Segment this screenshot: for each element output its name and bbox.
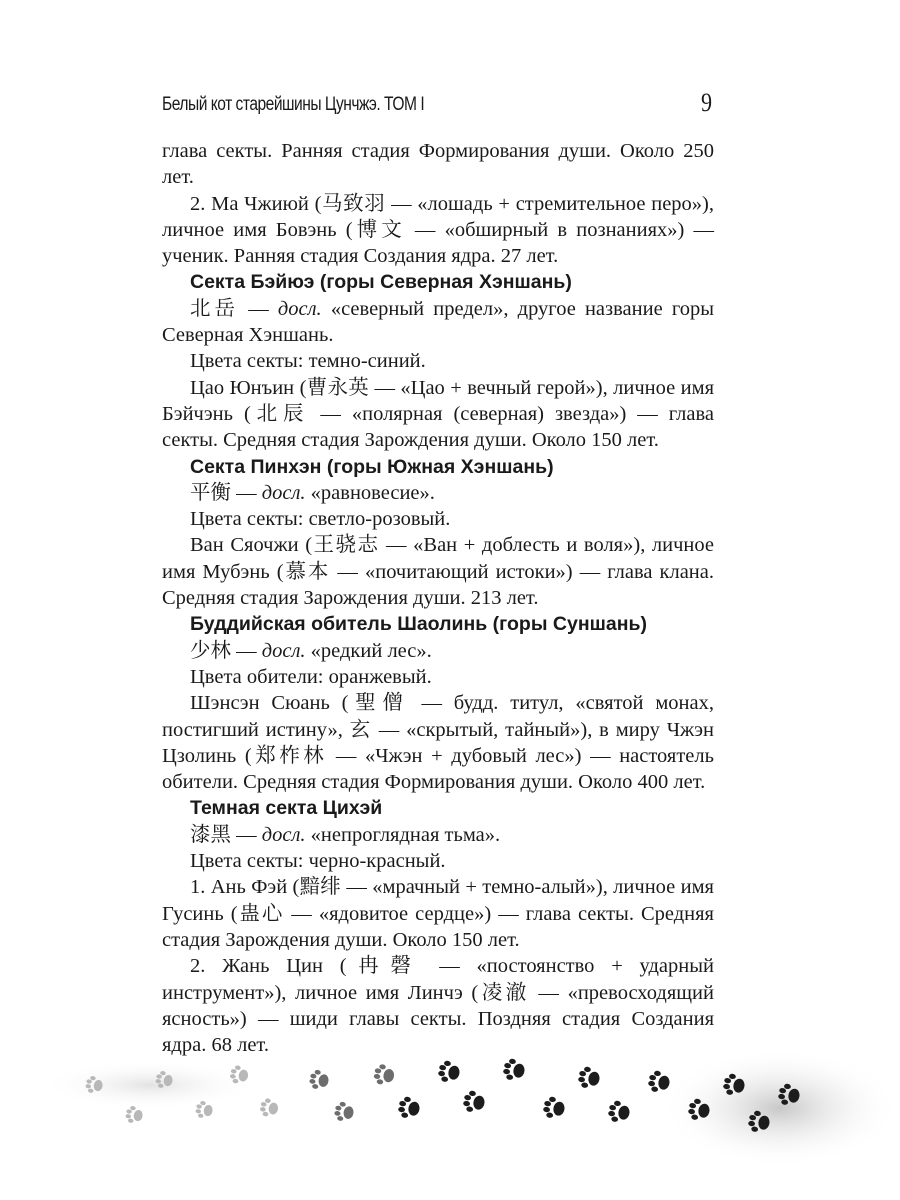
page-header (162, 88, 712, 128)
paragraph: Цвета обители: оранжевый. (190, 665, 432, 688)
paragraph-text: «северный предел», другое название горы Северная Хэншань. (162, 297, 714, 347)
abbreviation: досл. (277, 297, 322, 320)
paragraph: 2. Ма Чжиюй (马致羽 — «лошадь + стремительное перо»), личное имя Бовэнь (博文 — «обширный в познаниях») — ученик. Ранняя стадия Создания ядра. 27 лет. (162, 192, 714, 268)
running-head: Белый кот старейшины Цунчжэ. ТОМ I (162, 94, 425, 115)
hanzi-term: 平衡 — (190, 481, 262, 504)
ink-mist (40, 1060, 260, 1110)
paragraph (162, 480, 714, 506)
hanzi-term: 漆黑 — (190, 823, 262, 846)
paragraph: Шэнсэн Сюань (聖僧 — будд. титул, «святой монах, постигший истину», 玄 — «скрытый, тайный»), в миру Чжэн Цзолинь (郑柞林 — «Чжэн + дубовый лес») — настоятель обители. Средняя стадия Формирования души. Около 400 лет. (162, 692, 714, 794)
paragraph (162, 638, 714, 664)
abbreviation: досл. (261, 823, 306, 846)
page-number: 9 (700, 88, 712, 117)
paragraph: Цао Юнъин (曹永英 — «Цао + вечный герой»), личное имя Бэйчэнь (北辰 — «полярная (северная) звезда») — глава секты. Средняя стадия Зарождения души. Около 150 лет. (162, 376, 714, 452)
paragraph: глава секты. Ранняя стадия Формирования души. Около 250 лет. (162, 140, 714, 189)
ink-mist (660, 1048, 900, 1168)
cat-paw-prints-icon (0, 1030, 900, 1180)
paragraph: Ван Сяочжи (王骁志 — «Ван + доблесть и воля»), личное имя Мубэнь (慕本 — «почитающий истоки») — глава клана. Средняя стадия Зарождения души. 213 лет. (162, 534, 714, 610)
paragraph: 1. Ань Фэй (黯绯 — «мрачный + темно-алый»), личное имя Гусинь (蛊心 — «ядовитое сердце») — глава секты. Средняя стадия Зарождения души. Около 150 лет. (162, 876, 714, 951)
section-heading: Секта Бэйюэ (горы Северная Хэншань) (190, 271, 572, 294)
paragraph-text: «равновесие». (305, 481, 435, 504)
paragraph: Цвета секты: черно-красный. (190, 850, 446, 873)
section-heading: Буддийская обитель Шаолинь (горы Суншань) (190, 613, 647, 636)
mid-paw-prints (308, 1063, 395, 1123)
paragraph (162, 296, 714, 349)
paragraph-text: «непроглядная тьма». (305, 823, 501, 846)
paragraph: Цвета секты: светло-розовый. (190, 508, 451, 531)
hanzi-term: 少林 — (190, 639, 262, 662)
paragraph (162, 822, 714, 848)
paragraph-text: «редкий лес». (305, 639, 432, 662)
paragraph: 2. Жань Цин (冉磬 — «постоянство + ударный инструмент»), личное имя Линчэ (凌澈 — «превосходящий ясность») — шиди главы секты. Поздняя стадия Создания ядра. 68 лет. (162, 955, 714, 1057)
paragraph: Цвета секты: темно-синий. (190, 350, 426, 373)
section-heading: Секта Пинхэн (горы Южная Хэншань) (190, 455, 554, 478)
hanzi-term: 北岳 — (190, 297, 278, 320)
abbreviation: досл. (261, 639, 306, 662)
abbreviation: досл. (261, 481, 306, 504)
page-body (162, 138, 714, 1058)
section-heading: Темная секта Цихэй (190, 797, 383, 820)
